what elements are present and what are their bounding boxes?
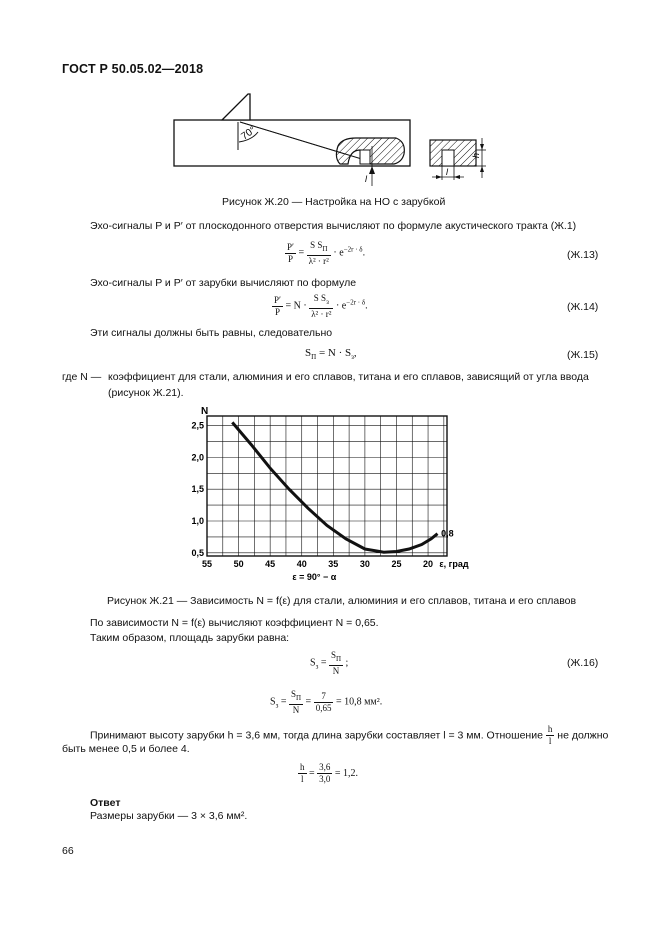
- chart-x-tick-label: 55: [201, 559, 213, 569]
- chart-x-tick-label: 25: [391, 559, 402, 569]
- paragraph-1: Эхо-сигналы P и P′ от плоскодонного отверстия вычисляют по формуле акустического тракта (Ж.1): [90, 220, 577, 232]
- chart-x-tick-label: 30: [359, 559, 370, 569]
- chart-y-tick-label: 0,5: [191, 547, 204, 558]
- document-header: ГОСТ Р 50.05.02—2018: [62, 62, 204, 76]
- chart-y-axis-label: N: [201, 406, 209, 417]
- chart-y-tick-label: 2,0: [191, 452, 204, 463]
- ratio-fraction: $\frac{h}{l}$: [547, 724, 553, 746]
- probe-wedge: [222, 94, 250, 120]
- chart-x-caption: ε = 90° − α: [292, 572, 337, 582]
- chart-x-axis-label: ε, град: [439, 559, 469, 569]
- chart-x-tick-label: 50: [233, 559, 244, 569]
- detail-l-label: l: [446, 167, 448, 177]
- figure-21-caption: Рисунок Ж.21 — Зависимость N = f(ε) для стали, алюминия и его сплавов, титана и его сплавов: [107, 595, 577, 607]
- paragraph-6: Принимают высоту зарубки h = 3,6 мм, тогда длина зарубки составляет l = 3 мм. Отношение $\frac{h}{l}$ не должно: [90, 724, 609, 746]
- chart-series-line-n: [232, 422, 437, 552]
- page-number: 66: [62, 845, 74, 857]
- figure-20-caption: Рисунок Ж.20 — Настройка на НО с зарубкой: [222, 196, 446, 208]
- paragraph-5: Таким образом, площадь зарубки равна:: [90, 632, 290, 644]
- chart-y-tick-label: 2,5: [191, 420, 204, 431]
- equation-zh16: $S_з$ = $\frac{S_П}{N}$ ;: [310, 650, 349, 676]
- svg-text:l: l: [365, 174, 367, 184]
- equation-number-zh16: (Ж.16): [567, 657, 599, 669]
- paragraph-6-cont: быть менее 0,5 и более 4.: [62, 743, 190, 755]
- equation-zh14: $\frac{P'}{P}$ = N · $\frac{S S_з}{\text{λ² · r²}}$ · $e^{-2r \cdot \delta}$.: [274, 293, 368, 319]
- chart-x-tick-label: 35: [328, 559, 339, 569]
- equation-number-zh15: (Ж.15): [567, 349, 599, 361]
- paragraph-4: По зависимости N = f(ε) вычисляют коэффициент N = 0,65.: [90, 617, 379, 629]
- equation-ratio: $\frac{h}{l}$ = $\frac{3,6}{3,0}$ = 1,2.: [300, 762, 359, 784]
- answer-text: Размеры зарубки — 3 × 3,6 мм².: [90, 810, 248, 822]
- where-label: где N —: [62, 371, 102, 383]
- detail-h-label: h: [471, 152, 481, 158]
- equation-zh13: $\frac{P'}{P}$ = $\frac{S S_П}{\text{λ² · r²}}$ · $e^{-2r \cdot \delta}$.: [287, 240, 366, 266]
- figure-20-diagram: [170, 88, 500, 190]
- equation-zh15: $S_П = N \cdot S_з$,: [305, 347, 357, 362]
- equation-area-result: $S_з$ = $\frac{S_П}{N}$ = $\frac{7}{0,65}$ = 10,8 мм².: [270, 689, 383, 715]
- chart-y-tick-label: 1,0: [191, 516, 204, 526]
- where-text: коэффициент для стали, алюминия и его сплавов, титана и его сплавов, зависящий от угла ввода (рисунок Ж.21).: [108, 371, 589, 399]
- paragraph-3: Эти сигналы должны быть равны, следовательно: [90, 327, 333, 339]
- equation-number-zh13: (Ж.13): [567, 249, 599, 261]
- chart-x-tick-label: 20: [423, 559, 434, 569]
- chart-x-tick-label: 40: [296, 559, 307, 569]
- answer-title: Ответ: [90, 797, 121, 809]
- chart-x-tick-label: 45: [265, 559, 276, 569]
- figure-21-chart: [185, 404, 475, 584]
- paragraph-2: Эхо-сигналы P и P′ от зарубки вычисляют по формуле: [90, 277, 357, 289]
- chart-y-tick-label: 1,5: [191, 484, 204, 495]
- chart-end-label: 0,8: [441, 528, 454, 539]
- angle-label: 70°: [239, 124, 259, 143]
- equation-number-zh14: (Ж.14): [567, 301, 599, 313]
